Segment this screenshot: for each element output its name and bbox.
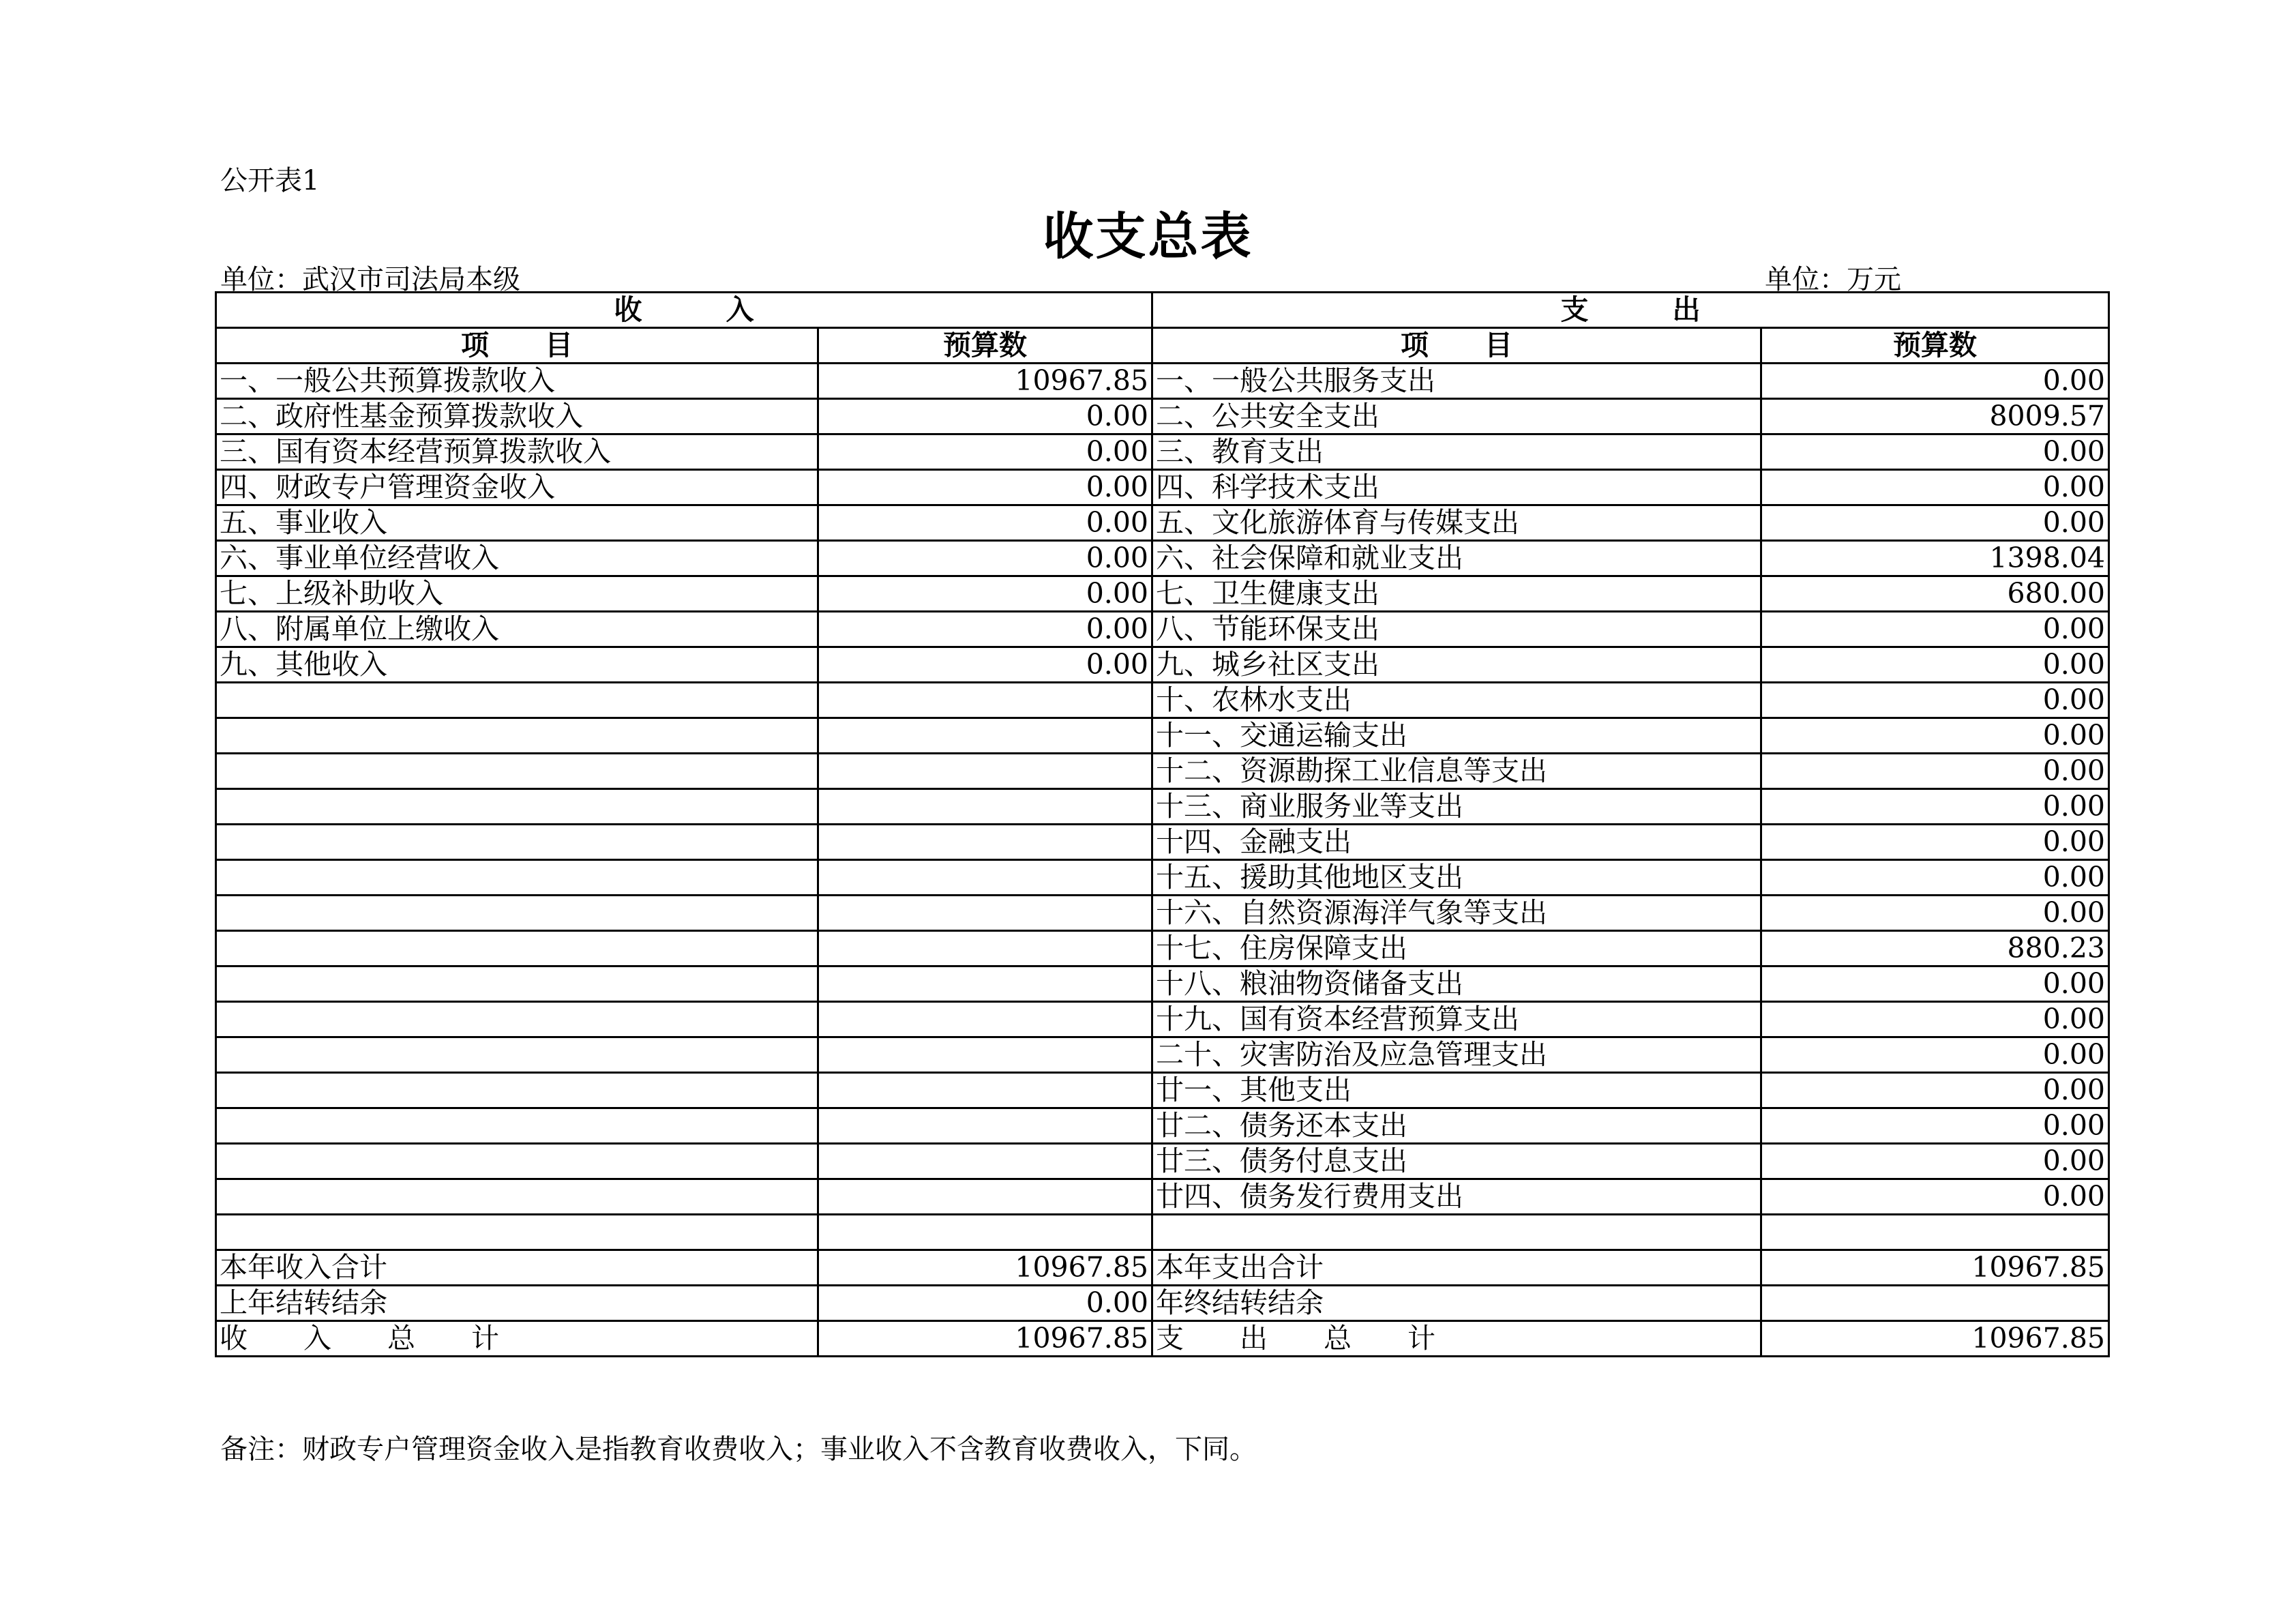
expense-item-cell: 八、节能环保支出 [1152, 612, 1761, 647]
income-amount-cell: 0.00 [818, 399, 1152, 434]
expense-amount-cell: 0.00 [1761, 647, 2109, 683]
income-header: 收 入 [216, 293, 1152, 328]
form-number: 公开表1 [220, 165, 320, 196]
expense-header: 支 出 [1152, 293, 2109, 328]
table-row [216, 1037, 2109, 1073]
expense-amount-cell: 8009.57 [1761, 399, 2109, 434]
income-item-header: 项 目 [216, 328, 818, 364]
income-amount-cell: 0.00 [818, 434, 1152, 470]
expense-amount-cell: 0.00 [1761, 1108, 2109, 1144]
expense-item-cell: 年终结转结余 [1152, 1286, 1761, 1321]
income-budget-header: 预算数 [818, 328, 1152, 364]
expense-item-cell: 三、教育支出 [1152, 434, 1761, 470]
income-item-cell: 七、上级补助收入 [216, 576, 818, 612]
expense-amount-cell [1761, 1286, 2109, 1321]
income-amount-cell [818, 860, 1152, 896]
unit-currency: 单位：万元 [1765, 264, 1901, 295]
table-row [216, 541, 2109, 576]
expense-amount-cell: 0.00 [1761, 1002, 2109, 1037]
income-amount-cell [818, 789, 1152, 825]
expense-item-cell: 支 出 总 计 [1152, 1321, 1761, 1357]
income-item-cell: 上年结转结余 [216, 1286, 818, 1321]
table-row [216, 399, 2109, 434]
expense-amount-cell: 0.00 [1761, 1073, 2109, 1108]
income-item-cell: 本年收入合计 [216, 1250, 818, 1286]
income-item-cell [216, 789, 818, 825]
income-item-cell [216, 1073, 818, 1108]
expense-item-cell: 六、社会保障和就业支出 [1152, 541, 1761, 576]
income-item-cell: 九、其他收入 [216, 647, 818, 683]
income-amount-cell: 0.00 [818, 612, 1152, 647]
expense-amount-cell: 0.00 [1761, 1179, 2109, 1215]
table-row [216, 966, 2109, 1002]
column-header-row [216, 328, 2109, 364]
income-amount-cell [818, 683, 1152, 718]
table-row [216, 1144, 2109, 1179]
expense-item-cell [1152, 1215, 1761, 1250]
income-item-cell: 五、事业收入 [216, 505, 818, 541]
table-row [216, 683, 2109, 718]
income-amount-cell: 0.00 [818, 505, 1152, 541]
table-row [216, 896, 2109, 931]
expense-budget-header: 预算数 [1761, 328, 2109, 364]
table-row [216, 789, 2109, 825]
total-row [216, 1286, 2109, 1321]
table-row [216, 1108, 2109, 1144]
expense-amount-cell: 0.00 [1761, 825, 2109, 860]
expense-item-cell: 七、卫生健康支出 [1152, 576, 1761, 612]
income-item-cell: 一、一般公共预算拨款收入 [216, 364, 818, 399]
income-amount-cell [818, 825, 1152, 860]
table-row [216, 647, 2109, 683]
expense-item-cell: 二十、灾害防治及应急管理支出 [1152, 1037, 1761, 1073]
total-row [216, 1321, 2109, 1357]
table-row [216, 364, 2109, 399]
expense-amount-cell: 0.00 [1761, 683, 2109, 718]
expense-item-cell: 十三、商业服务业等支出 [1152, 789, 1761, 825]
expense-item-cell: 四、科学技术支出 [1152, 470, 1761, 505]
income-item-cell [216, 1179, 818, 1215]
table-row [216, 434, 2109, 470]
income-amount-cell [818, 931, 1152, 966]
income-item-cell [216, 896, 818, 931]
income-amount-cell [818, 1108, 1152, 1144]
income-amount-cell: 0.00 [818, 541, 1152, 576]
expense-item-cell: 廿四、债务发行费用支出 [1152, 1179, 1761, 1215]
income-amount-cell [818, 1002, 1152, 1037]
expense-amount-cell: 0.00 [1761, 718, 2109, 754]
expense-item-cell: 二、公共安全支出 [1152, 399, 1761, 434]
expense-amount-cell: 0.00 [1761, 754, 2109, 789]
expense-item-cell: 九、城乡社区支出 [1152, 647, 1761, 683]
total-row [216, 1250, 2109, 1286]
expense-amount-cell [1761, 1215, 2109, 1250]
expense-amount-cell: 0.00 [1761, 470, 2109, 505]
income-item-cell: 四、财政专户管理资金收入 [216, 470, 818, 505]
expense-item-cell: 十、农林水支出 [1152, 683, 1761, 718]
income-amount-cell: 10967.85 [818, 1250, 1152, 1286]
income-item-cell [216, 931, 818, 966]
expense-amount-cell: 0.00 [1761, 364, 2109, 399]
expense-amount-cell: 0.00 [1761, 612, 2109, 647]
expense-amount-cell: 10967.85 [1761, 1321, 2109, 1357]
income-item-cell: 三、国有资本经营预算拨款收入 [216, 434, 818, 470]
table-row [216, 576, 2109, 612]
section-header-row [216, 293, 2109, 328]
expense-amount-cell: 0.00 [1761, 789, 2109, 825]
table-row [216, 860, 2109, 896]
expense-item-cell: 十九、国有资本经营预算支出 [1152, 1002, 1761, 1037]
table-row [216, 1179, 2109, 1215]
expense-amount-cell: 0.00 [1761, 966, 2109, 1002]
table-row [216, 505, 2109, 541]
expense-item-cell: 廿二、债务还本支出 [1152, 1108, 1761, 1144]
table-row [216, 931, 2109, 966]
table-row [216, 1002, 2109, 1037]
income-item-cell: 八、附属单位上缴收入 [216, 612, 818, 647]
expense-item-cell: 廿一、其他支出 [1152, 1073, 1761, 1108]
income-item-cell [216, 825, 818, 860]
income-amount-cell [818, 896, 1152, 931]
expense-item-header: 项 目 [1152, 328, 1761, 364]
expense-item-cell: 五、文化旅游体育与传媒支出 [1152, 505, 1761, 541]
expense-amount-cell: 0.00 [1761, 1144, 2109, 1179]
income-amount-cell [818, 1215, 1152, 1250]
income-item-cell [216, 860, 818, 896]
expense-amount-cell: 0.00 [1761, 505, 2109, 541]
income-item-cell [216, 683, 818, 718]
income-item-cell [216, 1144, 818, 1179]
page-title: 收支总表 [1043, 207, 1253, 266]
income-amount-cell: 0.00 [818, 470, 1152, 505]
table-row [216, 612, 2109, 647]
expense-amount-cell: 880.23 [1761, 931, 2109, 966]
expense-item-cell: 十二、资源勘探工业信息等支出 [1152, 754, 1761, 789]
expense-item-cell: 本年支出合计 [1152, 1250, 1761, 1286]
expense-item-cell: 十一、交通运输支出 [1152, 718, 1761, 754]
expense-amount-cell: 0.00 [1761, 434, 2109, 470]
income-item-cell: 二、政府性基金预算拨款收入 [216, 399, 818, 434]
expense-item-cell: 十七、住房保障支出 [1152, 931, 1761, 966]
income-item-cell: 六、事业单位经营收入 [216, 541, 818, 576]
income-amount-cell [818, 718, 1152, 754]
table-row [216, 1215, 2109, 1250]
income-amount-cell: 0.00 [818, 1286, 1152, 1321]
income-amount-cell: 10967.85 [818, 364, 1152, 399]
table-row [216, 470, 2109, 505]
expense-item-cell: 十六、自然资源海洋气象等支出 [1152, 896, 1761, 931]
income-item-cell: 收 入 总 计 [216, 1321, 818, 1357]
income-amount-cell [818, 1179, 1152, 1215]
footnote: 备注：财政专户管理资金收入是指教育收费收入；事业收入不含教育收费收入，下同。 [220, 1434, 1257, 1465]
table-row [216, 1073, 2109, 1108]
income-item-cell [216, 966, 818, 1002]
income-item-cell [216, 754, 818, 789]
income-item-cell [216, 1002, 818, 1037]
income-amount-cell [818, 754, 1152, 789]
expense-amount-cell: 0.00 [1761, 896, 2109, 931]
income-amount-cell [818, 1144, 1152, 1179]
table-body [216, 293, 2109, 1357]
expense-item-cell: 十五、援助其他地区支出 [1152, 860, 1761, 896]
expense-item-cell: 一、一般公共服务支出 [1152, 364, 1761, 399]
expense-amount-cell: 0.00 [1761, 1037, 2109, 1073]
table-row [216, 718, 2109, 754]
income-amount-cell: 0.00 [818, 576, 1152, 612]
table-row [216, 754, 2109, 789]
expense-amount-cell: 0.00 [1761, 860, 2109, 896]
expense-amount-cell: 10967.85 [1761, 1250, 2109, 1286]
expense-amount-cell: 680.00 [1761, 576, 2109, 612]
expense-item-cell: 十四、金融支出 [1152, 825, 1761, 860]
income-item-cell [216, 1037, 818, 1073]
income-amount-cell: 10967.85 [818, 1321, 1152, 1357]
expense-item-cell: 廿三、债务付息支出 [1152, 1144, 1761, 1179]
income-amount-cell [818, 1073, 1152, 1108]
income-item-cell [216, 1108, 818, 1144]
expense-amount-cell: 1398.04 [1761, 541, 2109, 576]
budget-summary-table [215, 291, 2110, 1357]
income-amount-cell: 0.00 [818, 647, 1152, 683]
table-row [216, 825, 2109, 860]
income-item-cell [216, 718, 818, 754]
income-amount-cell [818, 1037, 1152, 1073]
unit-organization: 单位：武汉市司法局本级 [220, 264, 520, 295]
income-item-cell [216, 1215, 818, 1250]
income-amount-cell [818, 966, 1152, 1002]
expense-item-cell: 十八、粮油物资储备支出 [1152, 966, 1761, 1002]
